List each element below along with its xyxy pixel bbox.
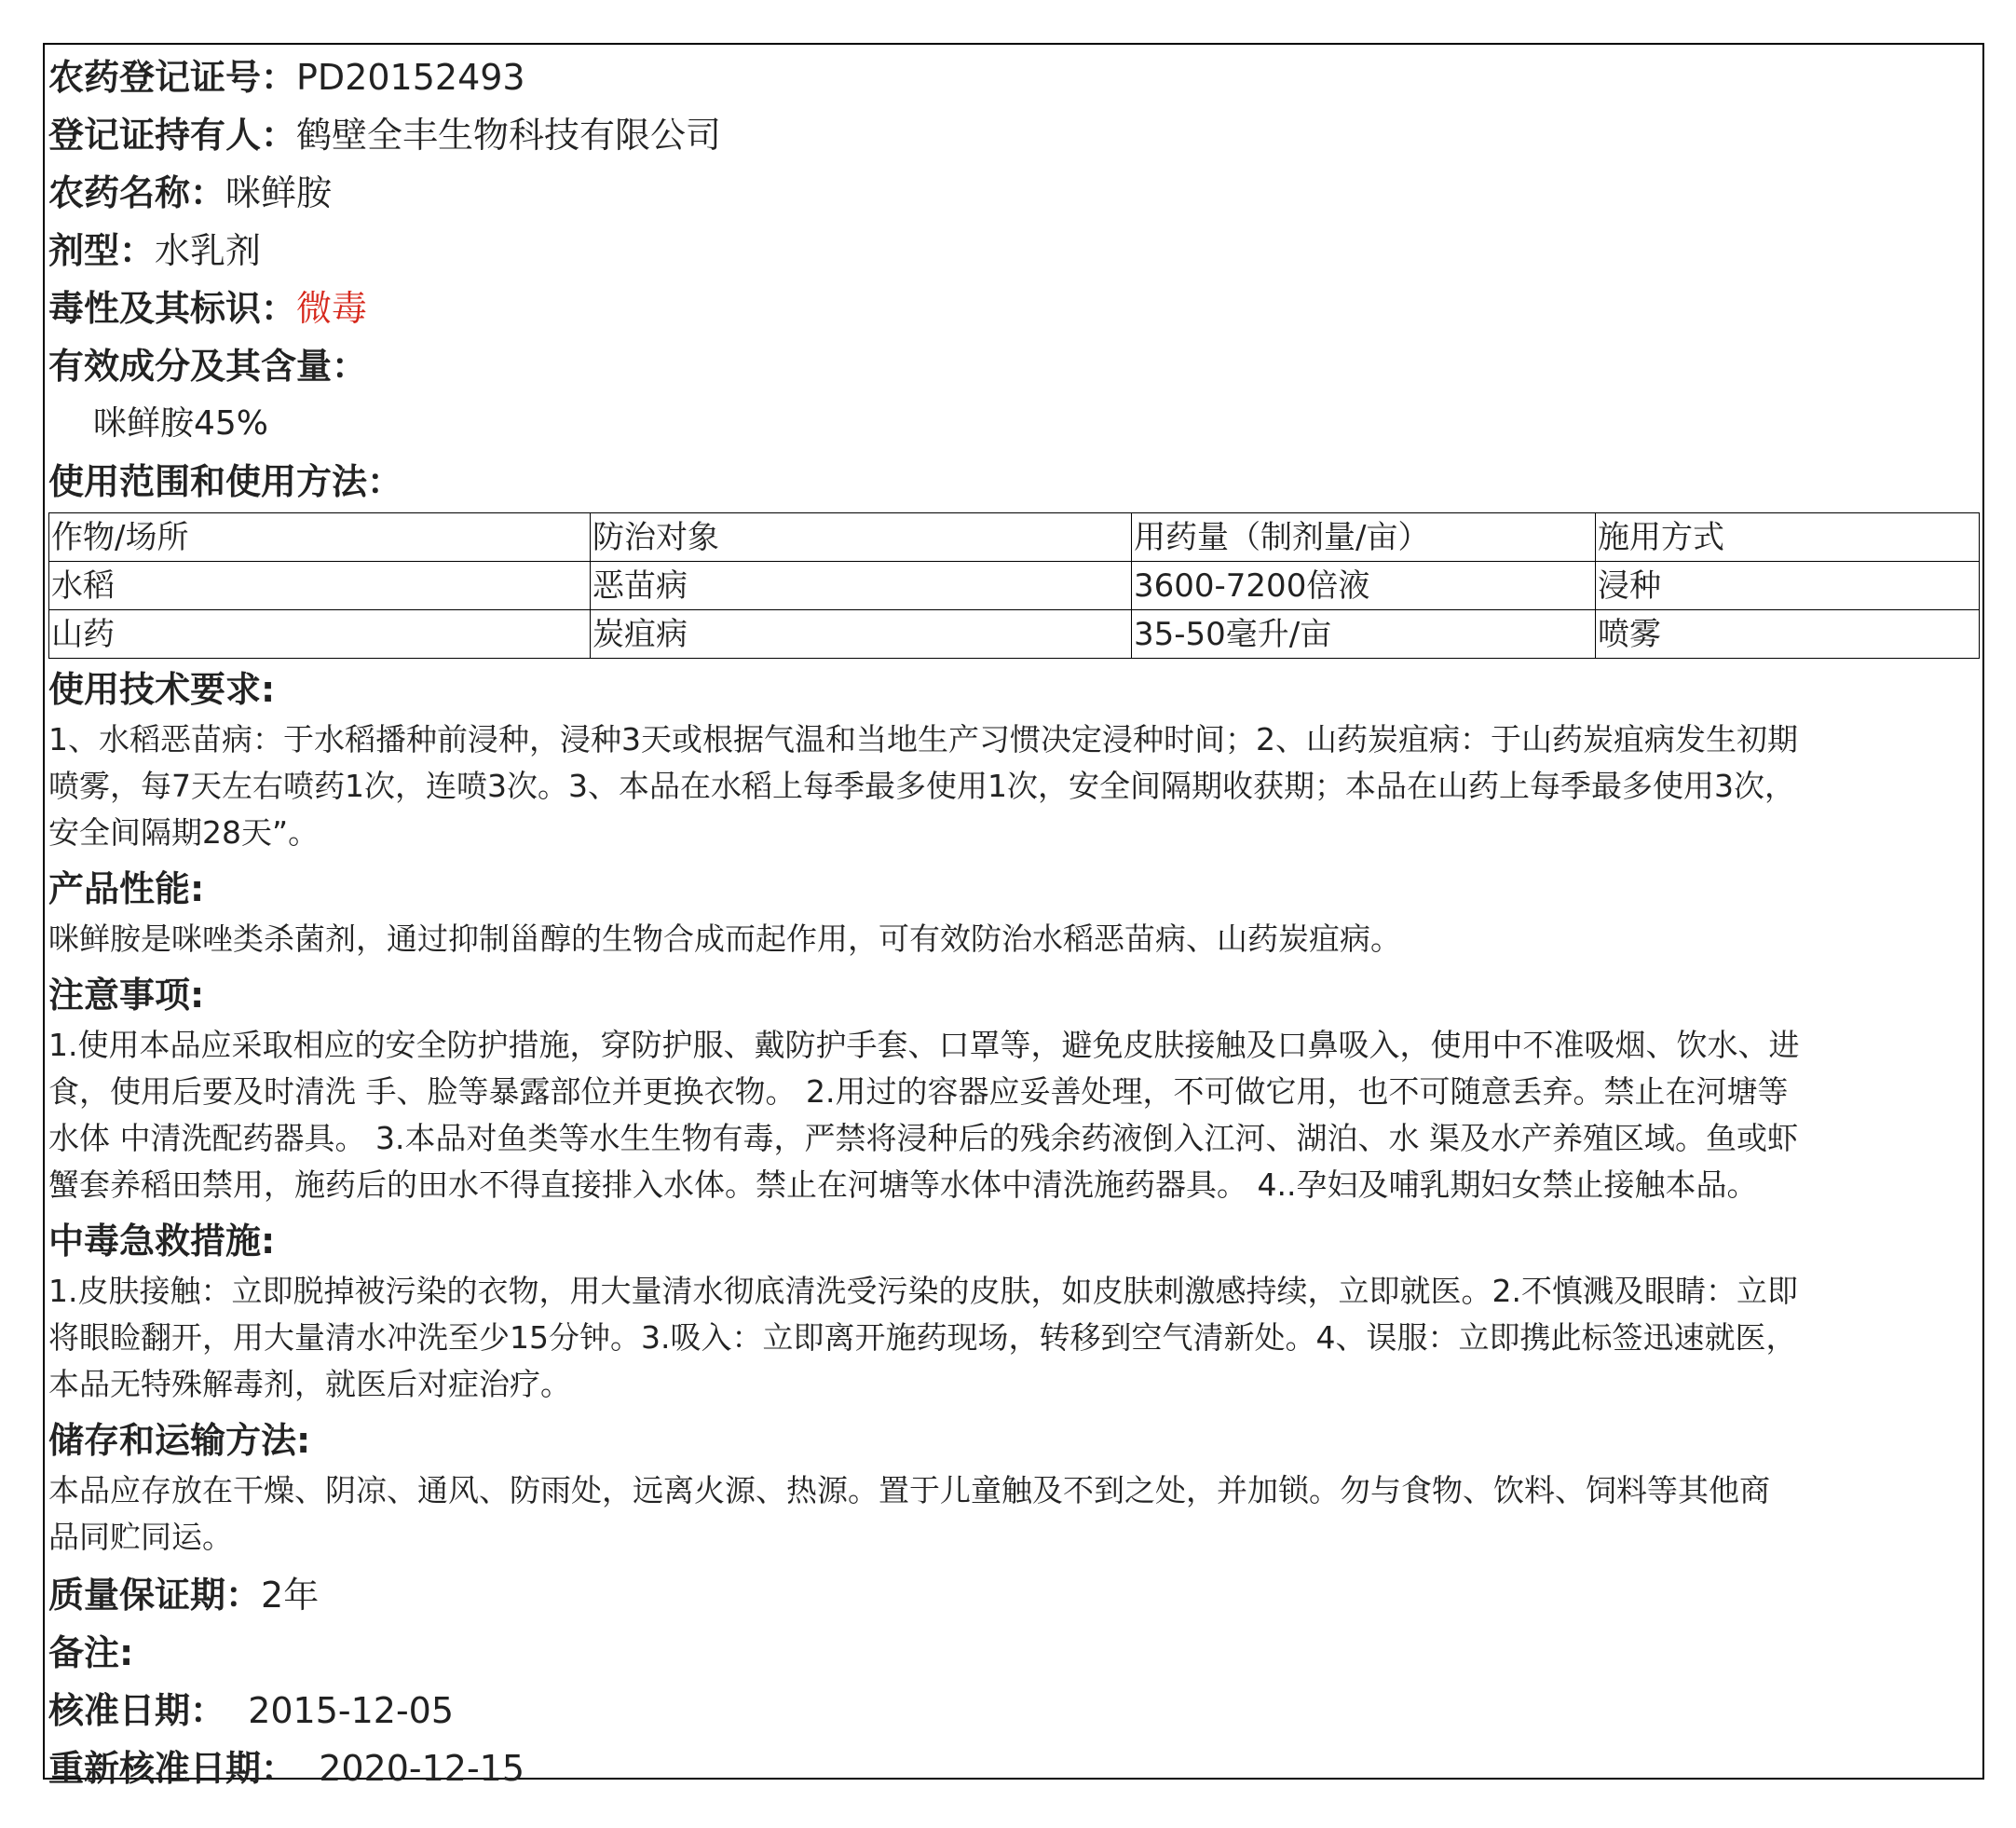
table-header-cell: 施用方式 (1596, 513, 1980, 562)
formulation-row (48, 222, 1977, 280)
formulation-label: 剂型： (48, 230, 156, 271)
ingredient-value: 咪鲜胺45% (93, 404, 269, 443)
holder-value: 鹤壁全丰生物科技有限公司 (296, 115, 722, 156)
name-value: 咪鲜胺 (225, 172, 333, 213)
pesticide-registration-panel (43, 43, 1984, 1789)
table-header-cell: 作物/场所 (49, 513, 591, 562)
performance-text (48, 916, 1977, 962)
text-line: 将眼睑翻开，用大量清水冲洗至少15分钟。3.吸入：立即离开施药现场，转移到空气清新处。4、误服：立即携此标签迅速就医， (48, 1319, 1797, 1356)
toxicity-row (48, 280, 1977, 337)
usage-table (48, 512, 1980, 659)
table-cell: 炭疽病 (591, 610, 1132, 659)
tech-text (48, 716, 1977, 856)
name-row (48, 164, 1977, 222)
table-header-cell: 用药量（制剂量/亩） (1132, 513, 1596, 562)
shelf-value: 2年 (261, 1575, 320, 1616)
text-line: 食，使用后要及时清洗 手、脸等暴露部位并更换衣物。 2.用过的容器应妥善处理，不可做它用，也不可随意丢弃。禁止在河塘等 (48, 1073, 1789, 1110)
reg-no-value: PD20152493 (296, 57, 525, 98)
reg-no-row (48, 48, 1977, 106)
storage-heading: 储存和运输方法: (48, 1420, 311, 1461)
table-header-row (49, 513, 1980, 562)
text-line: 咪鲜胺是咪唑类杀菌剂，通过抑制甾醇的生物合成而起作用，可有效防治水稻恶苗病、山药炭疽病。 (48, 921, 1401, 957)
firstaid-text (48, 1268, 1977, 1408)
table-row (49, 562, 1980, 610)
text-line: 1.使用本品应采取相应的安全防护措施，穿防护服、戴防护手套、口罩等，避免皮肤接触及口鼻吸入，使用中不准吸烟、饮水、进 (48, 1027, 1800, 1063)
approve-date-row (48, 1682, 1977, 1739)
name-label: 农药名称： (48, 172, 226, 213)
tech-heading: 使用技术要求: (48, 669, 276, 710)
usage-label: 使用范围和使用方法： (48, 461, 403, 502)
text-line: 品同贮同运。 (48, 1519, 233, 1555)
text-line: 1、水稻恶苗病：于水稻播种前浸种，浸种3天或根据气温和当地生产习惯决定浸种时间；2、山药炭疽病：于山药炭疽病发生初期 (48, 721, 1798, 757)
reg-no-label: 农药登记证号： (48, 57, 297, 98)
table-cell: 山药 (49, 610, 591, 659)
table-cell: 恶苗病 (591, 562, 1132, 610)
remarks-label: 备注: (48, 1632, 134, 1673)
table-cell: 3600-7200倍液 (1132, 562, 1596, 610)
text-line: 喷雾，每7天左右喷药1次，连喷3次。3、本品在水稻上每季最多使用1次，安全间隔期收获期；本品在山药上每季最多使用3次， (48, 768, 1795, 804)
table-cell: 水稻 (49, 562, 591, 610)
text-line: 水体 中清洗配药器具。 3.本品对鱼类等水生生物有毒，严禁将浸种后的残余药液倒入江河、湖泊、水 渠及水产养殖区域。鱼或虾 (48, 1120, 1798, 1156)
table-header-cell: 防治对象 (591, 513, 1132, 562)
shelf-label: 质量保证期： (48, 1575, 262, 1616)
ingredient-label: 有效成分及其含量： (48, 346, 368, 387)
firstaid-heading: 中毒急救措施: (48, 1221, 276, 1262)
reapprove-date-label: 重新核准日期： (48, 1748, 297, 1789)
table-cell: 喷雾 (1596, 610, 1980, 659)
remarks-row (48, 1624, 1977, 1682)
approve-date-label: 核准日期： (48, 1690, 226, 1731)
caution-text (48, 1022, 1977, 1208)
table-cell: 35-50毫升/亩 (1132, 610, 1596, 659)
table-row (49, 610, 1980, 659)
text-line: 安全间隔期28天”。 (48, 814, 320, 851)
text-line: 本品无特殊解毒剂，就医后对症治疗。 (48, 1366, 571, 1402)
toxicity-value: 微毒 (296, 288, 368, 329)
reapprove-date-value: 2020-12-15 (319, 1748, 525, 1789)
usage-row (48, 453, 1977, 511)
holder-label: 登记证持有人： (48, 115, 297, 156)
formulation-value: 水乳剂 (155, 230, 262, 271)
shelf-row (48, 1566, 1977, 1624)
text-line: 蟹套养稻田禁用，施药后的田水不得直接排入水体。禁止在河塘等水体中清洗施药器具。 4..孕妇及哺乳期妇女禁止接触本品。 (48, 1166, 1758, 1203)
holder-row (48, 106, 1977, 164)
text-line: 本品应存放在干燥、阴凉、通风、防雨处，远离火源、热源。置于儿童触及不到之处，并加锁。勿与食物、饮料、饲料等其他商 (48, 1472, 1770, 1508)
approve-date-value: 2015-12-05 (248, 1690, 455, 1731)
caution-heading: 注意事项: (48, 975, 205, 1016)
reapprove-date-row (48, 1739, 1977, 1797)
table-cell: 浸种 (1596, 562, 1980, 610)
performance-heading: 产品性能: (48, 868, 205, 909)
text-line: 1.皮肤接触：立即脱掉被污染的衣物，用大量清水彻底清洗受污染的皮肤，如皮肤刺激感持续，立即就医。2.不慎溅及眼睛：立即 (48, 1273, 1798, 1309)
ingredient-row (48, 337, 1977, 395)
toxicity-label: 毒性及其标识： (48, 288, 297, 329)
storage-text (48, 1467, 1977, 1561)
